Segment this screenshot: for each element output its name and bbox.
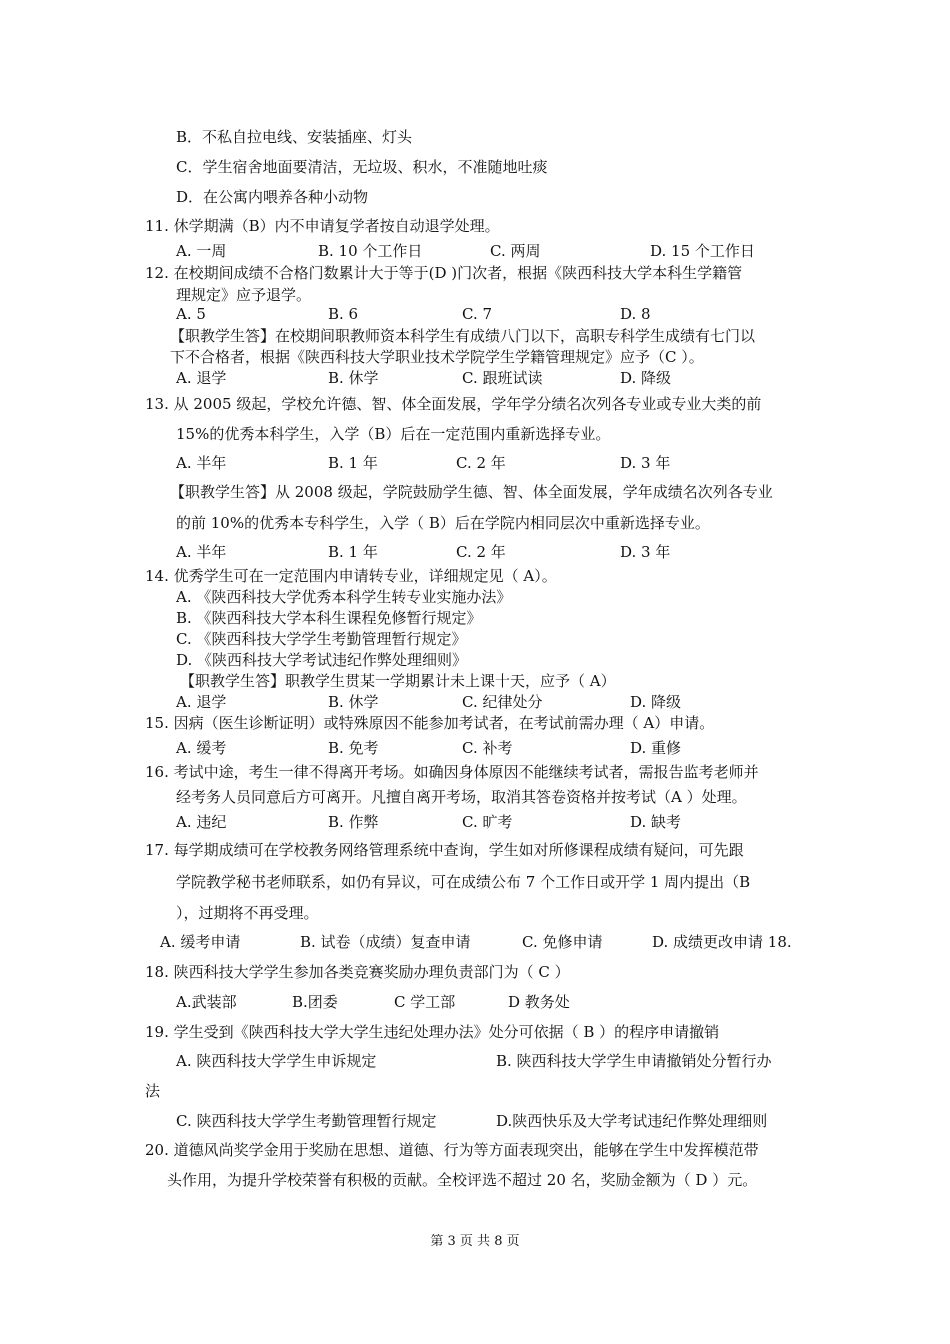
q14-option-d: D. 《陕西科技大学考试违纪作弊处理细则》 [176,651,468,669]
q13-option-d: D. 3 年 [620,454,671,472]
q19-option-b: B. 陕西科技大学学生申请撤销处分暂行办 [496,1052,772,1070]
q19-option-d: D.陕西快乐及大学考试违纪作弊处理细则 [496,1112,768,1130]
j13-option-d: D. 3 年 [620,543,671,561]
question-12-line2: 理规定》应予退学。 [176,286,312,304]
question-12-line1: 12. 在校期间成绩不合格门数累计大于等于(D )门次者，根据《陕西科技大学本科生学籍管 [145,264,743,282]
q19-option-c: C. 陕西科技大学学生考勤管理暂行规定 [176,1112,437,1130]
q11-option-b: B. 10 个工作日 [318,242,423,260]
vocational-answer-13-line1: 【职教学生答】从 2008 级起，学院鼓励学生德、智、体全面发展，学年成绩名次列各专业 [170,483,773,501]
vocational-answer-12-line1: 【职教学生答】在校期间职教师资本科学生有成绩八门以下，高职专科学生成绩有七门以 [170,327,756,345]
q16-option-a: A. 违纪 [176,813,227,831]
q12-option-d: D. 8 [620,305,651,323]
q13-option-b: B. 1 年 [328,454,378,472]
question-13-line2: 15%的优秀本科学生，入学（B）后在一定范围内重新选择专业。 [176,425,611,443]
q16-option-d: D. 缺考 [630,813,682,831]
vocational-answer-13-line2: 的前 10%的优秀本专科学生，入学（ B）后在学院内相同层次中重新选择专业。 [176,514,710,532]
q16-option-b: B. 作弊 [328,813,379,831]
question-18: 18. 陕西科技大学学生参加各类竞赛奖励办理负责部门为（ C ） [145,963,570,981]
question-11: 11. 休学期满（B）内不申请复学者按自动退学处理。 [145,217,500,235]
j14-option-b: B. 休学 [328,693,379,711]
q18-option-a: A.武装部 [176,993,237,1011]
question-17-line3: ），过期将不再受理。 [176,904,319,922]
q12-option-b: B. 6 [328,305,359,323]
question-20-line2: 头作用，为提升学校荣誉有积极的贡献。全校评选不超过 20 名，奖励金额为（ D ）元。 [167,1171,758,1189]
question-20-line1: 20. 道德风尚奖学金用于奖励在思想、道德、行为等方面表现突出，能够在学生中发挥模范带 [145,1141,759,1159]
q12-option-a: A. 5 [176,305,206,323]
q18-option-d: D 教务处 [508,993,570,1011]
question-16-line1: 16. 考试中途，考生一律不得离开考场。如确因身体原因不能继续考试者，需报告监考老师并 [145,763,759,781]
q18-option-b: B.团委 [292,993,338,1011]
q13-option-c: C. 2 年 [456,454,506,472]
j13-option-b: B. 1 年 [328,543,378,561]
q19-option-b-cont: 法 [145,1082,161,1100]
q18-option-c: C 学工部 [394,993,456,1011]
question-17-line2: 学院教学秘书老师联系，如仍有异议，可在成绩公布 7 个工作日或开学 1 周内提出（B [176,873,751,891]
q14-option-b: B. 《陕西科技大学本科生课程免修暂行规定》 [176,609,482,627]
q14-option-c: C. 《陕西科技大学学生考勤管理暂行规定》 [176,630,467,648]
q14-option-a: A. 《陕西科技大学优秀本科学生转专业实施办法》 [176,588,512,606]
q13-option-a: A. 半年 [176,454,227,472]
q11-option-a: A. 一周 [176,242,227,260]
j12-option-a: A. 退学 [176,369,227,387]
question-14: 14. 优秀学生可在一定范围内申请转专业，详细规定见（ A）。 [145,567,557,585]
j12-option-d: D. 降级 [620,369,672,387]
q11-option-d: D. 15 个工作日 [650,242,755,260]
j13-option-c: C. 2 年 [456,543,506,561]
j13-option-a: A. 半年 [176,543,227,561]
vocational-answer-14: 【职教学生答】职教学生贯某一学期累计未上课十天，应予（ A） [180,672,616,690]
q12-option-c: C. 7 [462,305,493,323]
q10-option-c: C．学生宿舍地面要清洁，无垃圾、积水，不准随地吐痰 [176,158,548,176]
j14-option-c: C. 纪律处分 [462,693,543,711]
j14-option-a: A. 退学 [176,693,227,711]
q15-option-a: A. 缓考 [176,739,227,757]
vocational-answer-12-line2: 下不合格者，根据《陕西科技大学职业技术学院学生学籍管理规定》应予（C ）。 [170,348,704,366]
q15-option-b: B. 免考 [328,739,379,757]
question-19: 19. 学生受到《陕西科技大学大学生违纪处理办法》处分可依据（ B ）的程序申请撤销 [145,1023,720,1041]
question-16-line2: 经考务人员同意后方可离开。凡擅自离开考场，取消其答卷资格并按考试（A ）处理。 [176,788,747,806]
page-number: 第 3 页 共 8 页 [430,1234,520,1249]
q17-option-d: D. 成绩更改申请 18. [652,933,792,951]
q17-option-b: B. 试卷（成绩）复查申请 [300,933,471,951]
j12-option-c: C. 跟班试读 [462,369,543,387]
q15-option-c: C. 补考 [462,739,513,757]
q10-option-b: B．不私自拉电线、安装插座、灯头 [176,128,413,146]
q11-option-c: C. 两周 [490,242,541,260]
q19-option-a: A. 陕西科技大学学生申诉规定 [176,1052,377,1070]
j12-option-b: B. 休学 [328,369,379,387]
q17-option-a: A. 缓考申请 [160,933,241,951]
q15-option-d: D. 重修 [630,739,682,757]
question-17-line1: 17. 每学期成绩可在学校教务网络管理系统中查询，学生如对所修课程成绩有疑问，可先跟 [145,841,744,859]
q10-option-d: D．在公寓内喂养各种小动物 [176,188,369,206]
j14-option-d: D. 降级 [630,693,682,711]
question-15: 15. 因病（医生诊断证明）或特殊原因不能参加考试者，在考试前需办理（ A）申请。 [145,714,715,732]
question-13-line1: 13. 从 2005 级起，学校允许德、智、体全面发展，学年学分绩名次列各专业或专业大类的前 [145,395,762,413]
q17-option-c: C. 免修申请 [522,933,603,951]
q16-option-c: C. 旷考 [462,813,513,831]
